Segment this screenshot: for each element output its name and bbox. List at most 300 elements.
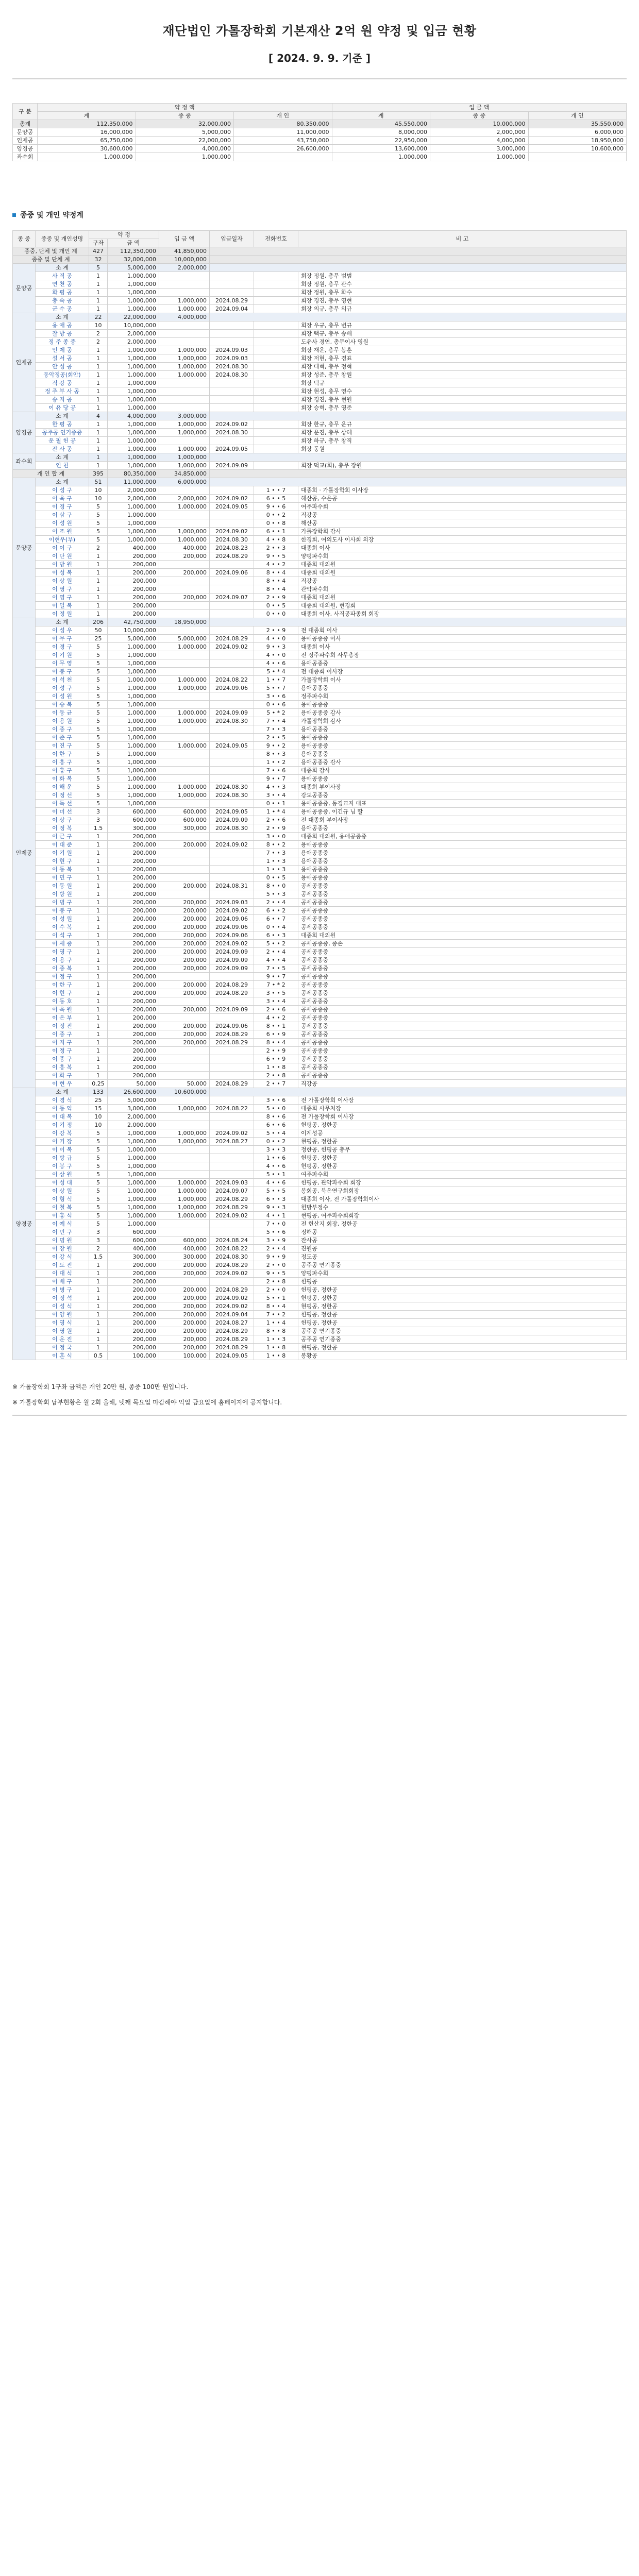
table-row [13, 1063, 627, 1072]
table-row [13, 1113, 627, 1121]
member-phone: 2 • • 5 [254, 734, 298, 742]
member-date: 2024.08.22 [210, 1105, 254, 1113]
member-name: 이 영 식 [36, 1319, 89, 1327]
member-phone: 1 • • 4 [254, 1319, 298, 1327]
member-amount: 1,000,000 [108, 280, 159, 289]
member-name: 이 성 식 [36, 1302, 89, 1311]
member-amount: 1,000,000 [108, 396, 159, 404]
member-deposit [159, 874, 210, 882]
table-row [13, 791, 627, 800]
member-date: 2024.08.30 [210, 1253, 254, 1261]
summary-value [234, 153, 332, 161]
table-row [13, 626, 627, 635]
member-note: 공세공종중 [298, 1022, 627, 1030]
member-deposit: 200,000 [159, 841, 210, 849]
member-units: 5 [89, 528, 108, 536]
member-date [210, 725, 254, 734]
member-name: 잔 사 공 [36, 445, 89, 453]
member-amount: 1,000,000 [108, 775, 159, 783]
member-note: 회장 저현, 총무 경표 [298, 354, 627, 363]
member-phone: 8 • • 4 [254, 569, 298, 577]
member-deposit [159, 767, 210, 775]
member-name: 이 홍 복 [36, 1063, 89, 1072]
member-amount: 5,000,000 [108, 1096, 159, 1105]
member-amount: 1,000,000 [108, 437, 159, 445]
member-date: 2024.09.02 [210, 1129, 254, 1138]
member-units: 1 [89, 404, 108, 412]
member-name: 이 준 구 [36, 734, 89, 742]
member-name: 이 영 원 [36, 1327, 89, 1335]
member-phone: 2 • • 9 [254, 594, 298, 602]
member-amount: 2,000,000 [108, 338, 159, 346]
summary-value: 10,600,000 [528, 145, 627, 153]
table-row [13, 289, 627, 297]
member-amount: 600,000 [108, 808, 159, 816]
summary-value: 8,000,000 [332, 128, 430, 137]
member-phone: 7 • • 6 [254, 767, 298, 775]
member-date [210, 890, 254, 899]
member-phone: 1 • * 4 [254, 808, 298, 816]
member-phone: 0 • • 1 [254, 800, 298, 808]
member-note: 용애공종중 [298, 849, 627, 857]
member-amount: 1,000,000 [108, 668, 159, 676]
subtotal-row [13, 618, 627, 626]
member-phone: 2 • • 6 [254, 816, 298, 824]
member-units: 5 [89, 651, 108, 659]
table-row [13, 931, 627, 940]
member-amount: 200,000 [108, 841, 159, 849]
member-name: 이 유 당 공 [36, 404, 89, 412]
subtotal-deposit: 4,000,000 [159, 313, 210, 321]
member-amount: 5,000,000 [108, 635, 159, 643]
subtotal-units: 1 [89, 453, 108, 462]
member-date [210, 561, 254, 569]
member-name: 이 종 구 [36, 1055, 89, 1063]
member-date [210, 486, 254, 495]
member-name: 이 기 원 [36, 651, 89, 659]
member-note: 헌평공, 관악파수회 회장 [298, 1179, 627, 1187]
member-name: 이 종 구 [36, 725, 89, 734]
member-note: 공세공종중 [298, 973, 627, 981]
member-note: 공세공종중 [298, 1047, 627, 1055]
member-units: 5 [89, 800, 108, 808]
member-name: 이 정 진 [36, 1022, 89, 1030]
member-amount: 200,000 [108, 1047, 159, 1055]
member-deposit: 1,000,000 [159, 643, 210, 651]
member-phone: 2 • • 4 [254, 948, 298, 956]
member-name: 이 정 국 [36, 1344, 89, 1352]
member-date [210, 610, 254, 618]
member-units: 5 [89, 511, 108, 519]
member-units: 1 [89, 1327, 108, 1335]
member-units: 10 [89, 486, 108, 495]
summary-row [13, 128, 627, 137]
member-date: 2024.08.29 [210, 297, 254, 305]
member-date [210, 321, 254, 330]
member-phone: 6 • • 3 [254, 1195, 298, 1204]
member-date: 2024.08.30 [210, 824, 254, 833]
member-note: 잔사공 [298, 1236, 627, 1245]
table-row [13, 1311, 627, 1319]
member-phone: 6 • • 3 [254, 931, 298, 940]
member-units: 1 [89, 396, 108, 404]
member-note: 대종회 대의원 [298, 561, 627, 569]
member-units: 5 [89, 758, 108, 767]
member-units: 1 [89, 874, 108, 882]
subtotal-blank [210, 313, 627, 321]
member-units: 25 [89, 635, 108, 643]
member-note: 공세공종중 [298, 1030, 627, 1039]
member-deposit [159, 1072, 210, 1080]
member-phone: 8 • • 4 [254, 585, 298, 594]
member-phone: 1 • • 2 [254, 758, 298, 767]
group-category: 문양공 [13, 478, 36, 618]
subtotal-label: 소 계 [36, 618, 89, 626]
member-deposit: 200,000 [159, 989, 210, 997]
table-row [13, 321, 627, 330]
member-name: 이 동 호 [36, 997, 89, 1006]
member-amount: 200,000 [108, 915, 159, 923]
member-date: 2024.09.02 [210, 495, 254, 503]
member-phone: 8 • • 4 [254, 1302, 298, 1311]
member-deposit: 1,000,000 [159, 1179, 210, 1187]
member-name: 이 승 복 [36, 701, 89, 709]
member-units: 1 [89, 1030, 108, 1039]
total-row [13, 256, 627, 264]
member-deposit: 1,000,000 [159, 709, 210, 717]
table-row [13, 297, 627, 305]
member-phone [254, 280, 298, 289]
table-row [13, 1286, 627, 1294]
member-name: 이 영 구 [36, 594, 89, 602]
subtotal-blank [210, 478, 627, 486]
member-date [210, 800, 254, 808]
subtotal-amount: 26,600,000 [108, 1088, 159, 1096]
member-units: 1 [89, 354, 108, 363]
member-amount: 1,000,000 [108, 445, 159, 453]
member-units: 1 [89, 833, 108, 841]
table-row [13, 1047, 627, 1055]
member-date: 2024.08.22 [210, 1245, 254, 1253]
member-phone: 4 • • 6 [254, 1162, 298, 1171]
member-units: 1 [89, 1039, 108, 1047]
table-row [13, 387, 627, 396]
summary-header-indiv: 개 인 [234, 112, 332, 120]
member-deposit: 1,000,000 [159, 1195, 210, 1204]
member-deposit: 1,000,000 [159, 791, 210, 800]
table-row [13, 602, 627, 610]
member-name: 이 상 구 [36, 816, 89, 824]
member-deposit [159, 626, 210, 635]
member-name: 이 경 식 [36, 1096, 89, 1105]
member-units: 1 [89, 420, 108, 429]
member-deposit [159, 437, 210, 445]
member-note: 현평공, 정한공 [298, 1302, 627, 1311]
member-deposit: 200,000 [159, 915, 210, 923]
member-phone: 8 • • 4 [254, 1039, 298, 1047]
member-units: 0.25 [89, 1080, 108, 1088]
member-deposit: 200,000 [159, 956, 210, 964]
member-amount: 200,000 [108, 1030, 159, 1039]
group-category: 양경공 [13, 412, 36, 453]
member-units: 1 [89, 899, 108, 907]
member-amount: 400,000 [108, 1245, 159, 1253]
member-deposit: 1,000,000 [159, 783, 210, 791]
table-row [13, 437, 627, 445]
member-name: 이 정 석 [36, 1294, 89, 1302]
member-name: 이 병 구 [36, 1286, 89, 1294]
table-row [13, 956, 627, 964]
member-note: 용애공종중 [298, 750, 627, 758]
member-amount: 200,000 [108, 981, 159, 989]
member-phone: 4 • • 2 [254, 1014, 298, 1022]
member-phone [254, 297, 298, 305]
member-amount: 200,000 [108, 552, 159, 561]
table-row [13, 775, 627, 783]
member-date [210, 1055, 254, 1063]
member-name: 군 수 공 [36, 305, 89, 313]
member-phone: 1 • • 6 [254, 1154, 298, 1162]
total-deposit: 41,850,000 [159, 247, 210, 256]
member-date [210, 1063, 254, 1072]
member-deposit [159, 1047, 210, 1055]
member-deposit [159, 1063, 210, 1072]
member-units: 0.5 [89, 1352, 108, 1360]
table-row [13, 1030, 627, 1039]
total-label: 개 인 합 계 [13, 470, 89, 478]
member-deposit: 200,000 [159, 1269, 210, 1278]
member-note: 용애공종중, 동경교지 대표 [298, 800, 627, 808]
member-note: 헌평공, 정한공 [298, 1154, 627, 1162]
section-title: 종중 및 개인 약정계 [20, 211, 83, 219]
member-note: 전 대종회 부이사장 [298, 816, 627, 824]
member-phone: 5 • * 4 [254, 668, 298, 676]
member-note: 가톨장학회 감사 [298, 528, 627, 536]
detail-header-note: 비 고 [298, 231, 627, 247]
member-amount: 200,000 [108, 907, 159, 915]
member-phone: 0 • • 6 [254, 701, 298, 709]
member-phone: 4 • • 0 [254, 635, 298, 643]
member-units: 1 [89, 387, 108, 396]
member-deposit: 200,000 [159, 907, 210, 915]
member-note: 헌평공 [298, 1278, 627, 1286]
member-date [210, 602, 254, 610]
member-phone: 9 • • 7 [254, 775, 298, 783]
member-units: 10 [89, 1113, 108, 1121]
member-amount: 1,000,000 [108, 643, 159, 651]
table-row [13, 1294, 627, 1302]
member-units: 1 [89, 841, 108, 849]
member-amount: 1,000,000 [108, 742, 159, 750]
member-amount: 100,000 [108, 1352, 159, 1360]
summary-header-total: 계 [38, 112, 136, 120]
member-name: 이 대 복 [36, 1113, 89, 1121]
member-date [210, 585, 254, 594]
member-note: 강도공종중 [298, 791, 627, 800]
member-date: 2024.08.29 [210, 1327, 254, 1335]
member-name: 이 동 원 [36, 882, 89, 890]
member-units: 5 [89, 519, 108, 528]
member-units: 1 [89, 915, 108, 923]
member-deposit: 1,000,000 [159, 429, 210, 437]
member-amount: 1,000,000 [108, 791, 159, 800]
member-note: 공세공종중 [298, 890, 627, 899]
member-units: 5 [89, 503, 108, 511]
subtotal-amount: 42,750,000 [108, 618, 159, 626]
member-date [210, 1014, 254, 1022]
member-note: 용애공종중 [298, 725, 627, 734]
member-note: 용애공종중 [298, 866, 627, 874]
member-units: 1 [89, 1319, 108, 1327]
member-date: 2024.09.02 [210, 1212, 254, 1220]
table-row [13, 997, 627, 1006]
member-deposit [159, 1113, 210, 1121]
member-amount: 1,000,000 [108, 659, 159, 668]
summary-value: 1,000,000 [430, 153, 529, 161]
subtotal-blank [210, 453, 627, 462]
member-units: 1 [89, 297, 108, 305]
member-amount: 2,000,000 [108, 1121, 159, 1129]
member-units: 1 [89, 849, 108, 857]
subtotal-units: 206 [89, 618, 108, 626]
member-date: 2024.08.27 [210, 1319, 254, 1327]
member-amount: 200,000 [108, 931, 159, 940]
member-deposit [159, 379, 210, 387]
member-note: 공세공종중 [298, 1072, 627, 1080]
member-name: 이 성 원 [36, 519, 89, 528]
summary-value: 80,350,000 [234, 120, 332, 128]
member-name: 이 방 규 [36, 1154, 89, 1162]
table-row [13, 1261, 627, 1269]
member-note: 대종회 대의원 [298, 594, 627, 602]
member-deposit: 1,000,000 [159, 717, 210, 725]
member-units: 1 [89, 1335, 108, 1344]
member-deposit [159, 849, 210, 857]
member-phone: 2 • • 8 [254, 1278, 298, 1286]
member-note: 관악파수회 [298, 585, 627, 594]
member-units: 5 [89, 750, 108, 758]
table-row [13, 486, 627, 495]
member-note: 대종회 대의원 [298, 569, 627, 577]
member-date: 2024.08.29 [210, 1286, 254, 1294]
member-note: 대종회 대의원, 현경회 [298, 602, 627, 610]
member-deposit [159, 511, 210, 519]
member-phone: 6 • • 2 [254, 907, 298, 915]
member-deposit: 1,000,000 [159, 1212, 210, 1220]
member-deposit [159, 272, 210, 280]
table-row [13, 849, 627, 857]
member-amount: 1,000,000 [108, 511, 159, 519]
member-note: 회장 현성, 총무 영수 [298, 387, 627, 396]
member-units: 5 [89, 775, 108, 783]
member-date: 2024.08.29 [210, 1039, 254, 1047]
member-phone: 4 • • 1 [254, 1212, 298, 1220]
member-name: 정 주 종 중 [36, 338, 89, 346]
member-name: 이 성 우 [36, 626, 89, 635]
member-name: 운 필 헌 공 [36, 437, 89, 445]
member-name: 이 정 선 [36, 791, 89, 800]
member-units: 2 [89, 330, 108, 338]
member-deposit: 1,000,000 [159, 371, 210, 379]
member-deposit: 600,000 [159, 808, 210, 816]
member-date [210, 1220, 254, 1228]
member-amount: 1,000,000 [108, 371, 159, 379]
member-deposit: 200,000 [159, 569, 210, 577]
member-phone: 5 • • 0 [254, 1105, 298, 1113]
table-row [13, 1269, 627, 1278]
member-phone: 2 • • 0 [254, 1286, 298, 1294]
total-deposit: 10,000,000 [159, 256, 210, 264]
member-deposit: 600,000 [159, 816, 210, 824]
summary-category: 문양공 [13, 128, 38, 137]
detail-header-deposit: 입 금 액 [159, 231, 210, 247]
detail-table [12, 230, 627, 1360]
member-note: 헌평공, 정한공 [298, 1162, 627, 1171]
member-date [210, 272, 254, 280]
member-note: 회장 우규, 총무 변규 [298, 321, 627, 330]
member-deposit: 200,000 [159, 1006, 210, 1014]
member-deposit [159, 387, 210, 396]
member-note: 한경회, 여의도사 이사회 의장 [298, 536, 627, 544]
member-phone: 8 • • 0 [254, 882, 298, 890]
member-amount: 300,000 [108, 824, 159, 833]
member-date: 2024.08.29 [210, 1335, 254, 1344]
member-name: 이 한 구 [36, 981, 89, 989]
member-date: 2024.09.02 [210, 528, 254, 536]
group-category: 인제공 [13, 313, 36, 412]
member-note: 대종회 대의원 [298, 931, 627, 940]
subtotal-amount: 22,000,000 [108, 313, 159, 321]
member-date [210, 387, 254, 396]
member-amount: 1,000,000 [108, 717, 159, 725]
member-date: 2024.09.09 [210, 1006, 254, 1014]
subtotal-row [13, 313, 627, 321]
member-date: 2024.09.05 [210, 742, 254, 750]
member-date [210, 1228, 254, 1236]
member-name: 이 예 식 [36, 1220, 89, 1228]
summary-category: 좌수회 [13, 153, 38, 161]
table-row [13, 1105, 627, 1113]
table-row [13, 701, 627, 709]
notes [12, 1382, 627, 1408]
member-units: 1 [89, 289, 108, 297]
member-amount: 1,000,000 [108, 800, 159, 808]
member-name: 인 제 공 [36, 346, 89, 354]
member-units: 3 [89, 808, 108, 816]
summary-category: 총계 [13, 120, 38, 128]
member-date: 2024.08.30 [210, 371, 254, 379]
member-name: 이 이 구 [36, 544, 89, 552]
member-phone: 3 • • 9 [254, 1236, 298, 1245]
subtotal-label: 소 계 [36, 264, 89, 272]
member-units: 1 [89, 1014, 108, 1022]
member-name: 이 대 식 [36, 1269, 89, 1278]
table-row [13, 857, 627, 866]
member-name: 이 세 중 [36, 940, 89, 948]
member-units: 1 [89, 1022, 108, 1030]
member-amount: 200,000 [108, 1055, 159, 1063]
member-amount: 200,000 [108, 1344, 159, 1352]
member-deposit [159, 404, 210, 412]
summary-value: 4,000,000 [430, 137, 529, 145]
table-row [13, 429, 627, 437]
member-date [210, 874, 254, 882]
member-date [210, 1121, 254, 1129]
member-date: 2024.08.29 [210, 1261, 254, 1269]
total-blank [210, 256, 627, 264]
member-note: 공세공종중 [298, 964, 627, 973]
table-row [13, 404, 627, 412]
